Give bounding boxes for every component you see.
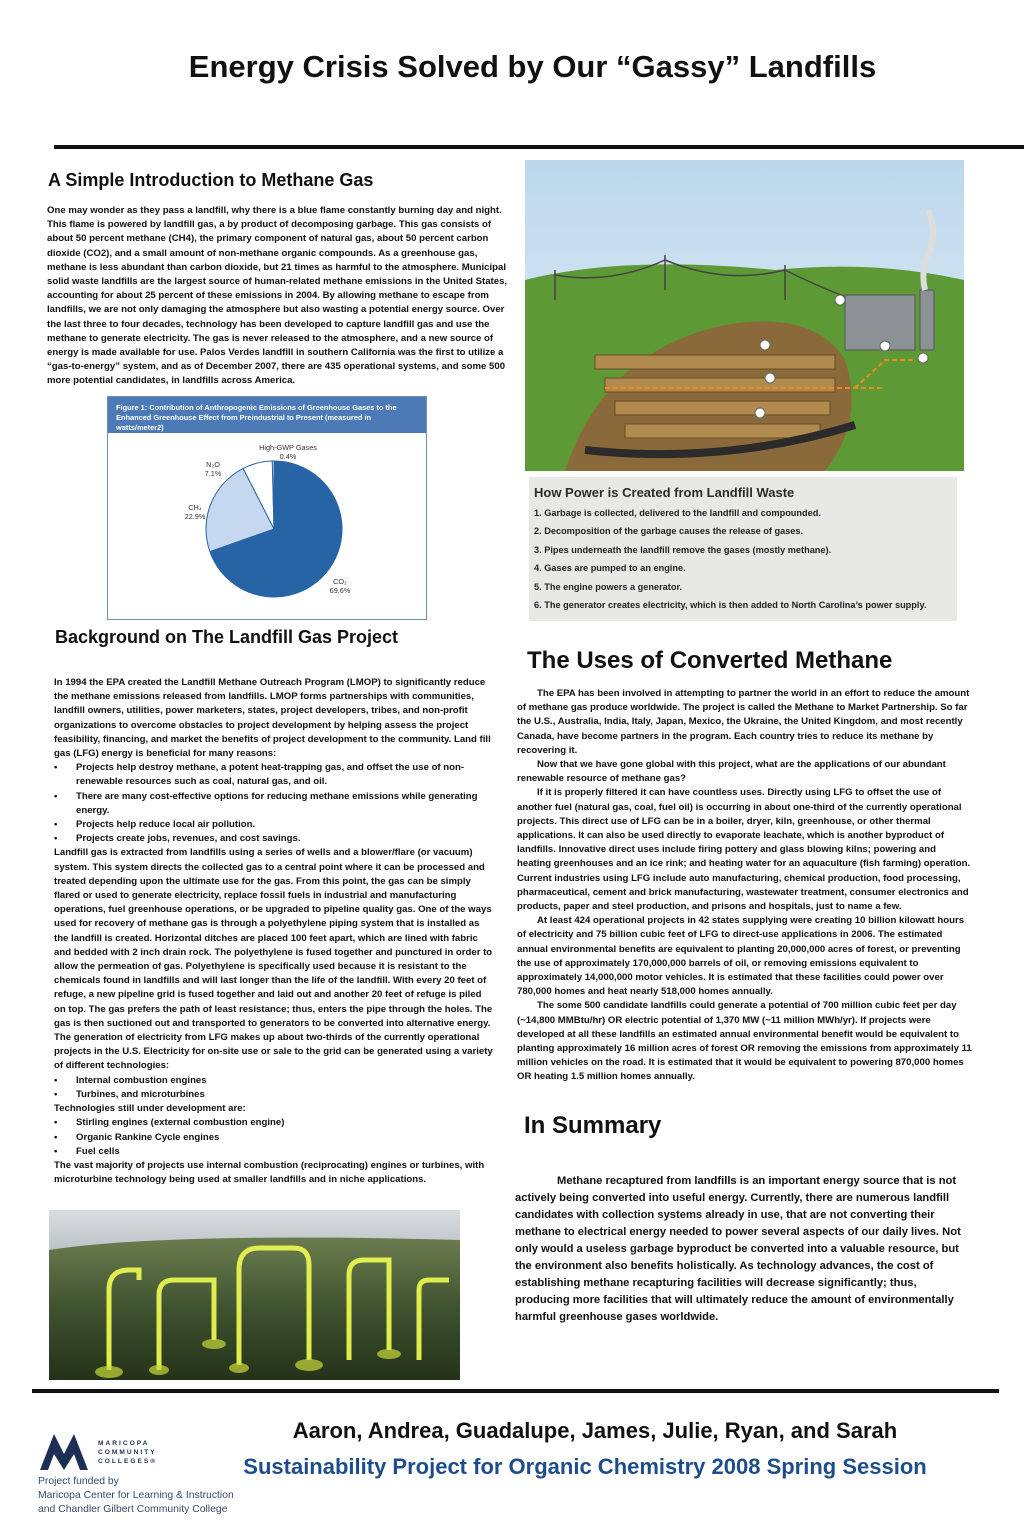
summary-text xyxy=(515,1173,973,1326)
logo-wordmark: MARICOPA COMMUNITY COLLEGES® xyxy=(98,1440,158,1465)
poster-title: Energy Crisis Solved by Our “Gassy” Landfills xyxy=(188,49,877,84)
authors-line: Aaron, Andrea, Guadalupe, James, Julie, Ryan, and Sarah xyxy=(292,1418,898,1443)
reason-item: • Projects create jobs, revenues, and cost savings. xyxy=(54,833,301,845)
step-item: 6. The generator creates electricity, which is then added to North Carolina’s power supply. xyxy=(534,600,927,611)
reason-item: • Projects help destroy methane, a potent heat-trapping gas, and offset the use of non-renewable resources such as coal, natural gas, and oil. xyxy=(54,762,465,788)
background-p3: The generation of electricity from LFG makes up about two-thirds of the currently operational projects in the U.S. Electricity for on-site use or sale to the grid can be generated using a variety of different technologies: xyxy=(54,1032,493,1072)
background-p5: The vast majority of projects use internal combustion (reciprocating) engines or turbines, with microturbine technology being used at smaller landfills and in niche applications. xyxy=(54,1159,485,1186)
uses-p5: The some 500 candidate landfills could generate a potential of 700 million cubic feet per day (~14,800 MMBtu/hr) OR electric potential of 1,370 MW (~11 million MWh/yr). If projects were developed at all these landfills an estimated annual environmental benefit would be equivalent to planting approximately 16 million acres of forest OR removing the emissions from approximately 11 million vehicles on the road. It is estimated that it would be equivalent to powering 870,000 homes OR heating 1.5 million homes annually. xyxy=(517,1000,972,1083)
summary-paragraph: Methane recaptured from landfills is an important energy source that is not actively being converted into useful energy. Currently, there are numerous landfill candidates with collection systems already in use, that are not converting their methane to electrical energy needed to power several aspects of our daily lives. Not only would a useless garbage byproduct be converted into a valuable resource, but the environment also benefits holistically. As technology advances, the cost of establishing methane recapturing facilities will decrease significantly; thus, producing more facilities that will ultimately reduce the amount of environmentally harmful greenhouse gases worldwide. xyxy=(515,1175,961,1323)
reason-item: • There are many cost-effective options for reducing methane emissions while generating energy. xyxy=(54,790,478,816)
step-item: 4. Gases are pumped to an engine. xyxy=(534,563,686,574)
summary-heading: In Summary xyxy=(524,1112,662,1139)
how-power-title: How Power is Created from Landfill Waste xyxy=(534,485,795,500)
step-item: 2. Decomposition of the garbage causes the release of gases. xyxy=(534,526,804,537)
background-heading: Background on The Landfill Gas Project xyxy=(55,627,399,647)
step-item: 5. The engine powers a generator. xyxy=(534,581,683,592)
uses-p2: Now that we have gone global with this project, what are the applications of our abundant renewable resource of methane gas? xyxy=(517,759,946,785)
figure1-caption: Figure 1: Contribution of Anthropogenic Emissions of Greenhouse Gases to the Enhanced Greenhouse Effect from Preindustrial to Present (measured in watts/meter2) xyxy=(108,397,426,433)
intro-paragraph: One may wonder as they pass a landfill, why there is a blue flame constantly burning day and night. This flame is powered by landfill gas, a by product of decomposing garbage. This gas consists of about 50 percent methane (CH4), the primary component of natural gas, about 50 percent carbon dioxide (CO2), and a small amount of non-methane organic compounds. As a greenhouse gas, methane is less abundant than carbon dioxide, but 21 times as harmful to the atmosphere. Municipal solid waste landfills are the largest source of human-related methane emissions in the United States, accounting for about 25 percent of these emissions in 2004. By allowing methane to escape from landfills, we are not only damaging the atmosphere but also wasting a potential energy source. Over the last three to four decades, technology has been developed to capture landfill gas and use the methane to generate electricity. The gas is never released to the atmosphere, and a new source of energy is made available for use. Palos Verdes landfill in southern California was the first to utilize a “gas-to-energy” system, and as of December 2007, there are 435 operational systems, and some 500 more potential candidates, in landfills across America. xyxy=(47,205,508,387)
dev-item: • Stirling engines (external combustion engine) xyxy=(54,1117,285,1129)
background-p1: In 1994 the EPA created the Landfill Methane Outreach Program (LMOP) to significantly reduce the methane emissions released from landfills. LMOP forms partnerships with communities, landfill owners, utilities, power marketers, states, project developers, tribes, and non-profit organizations to overcome obstacles to project development by helping assess the project feasibility, financing, and market the benefits of project development to the community. Land fill gas (LFG) energy is beneficial for many reasons: xyxy=(54,677,491,760)
dev-item: • Organic Rankine Cycle engines xyxy=(54,1131,220,1143)
tech-item: • Internal combustion engines xyxy=(54,1074,207,1086)
how-power-box xyxy=(529,477,957,621)
pie-label-co2: CO₂ 69.6% xyxy=(329,577,351,595)
pie-label-n2o: N₂O 7.1% xyxy=(204,460,222,478)
uses-text xyxy=(517,687,972,1085)
step-item: 3. Pipes underneath the landfill remove the gases (mostly methane). xyxy=(534,544,832,555)
dev-item: • Fuel cells xyxy=(54,1145,120,1157)
uses-p4: At least 424 operational projects in 42 states supplying were creating 10 billion kilowatt hours of electricity and 75 billion cubic feet of LFG to direct-use applications in 2006. The estimated annual environmental benefits are equivalent to planting 20,000,000 acres of forest, or preventing the use of approximately 170,000,000 barrels of oil, or removing emissions equivalent to approximately 14,000,000 motor vehicles. It is estimated that these facilities could power over 780,000 homes and heat nearly 518,000 homes annually. xyxy=(517,915,965,998)
landfill-pipes-photo xyxy=(49,1210,460,1380)
reason-item: • Projects help reduce local air pollution. xyxy=(54,819,256,831)
top-divider xyxy=(54,145,1024,149)
background-p2: Landfill gas is extracted from landfills using a series of wells and a blower/flare (or vacuum) system. This system directs the collected gas to a central point where it can be processed and treated depending upon the ultimate use for the gas. From this point, the gas can be simply flared or used to generate electricity, replace fossil fuels in industrial and manufacturing operations, fuel greenhouse operations, or be upgraded to pipeline quality gas. One of the ways used for recovery of methane gas is through a polyethylene piping system that is installed as the landfill is created. Horizontal ditches are placed 100 feet apart, which are lined with fabric and bedded with 2 inch drain rock. The polyethylene is fused together and punctured in order to allow the permeation of gas. Polyethylene is specifically used because it is resistant to the chemicals found in landfills and will last longer than the life of the landfill. With every 20 feet of refuge, a new pipeline grid is fused together and laid out and another 20 feet of refuge is piled on top. The gas prefers the path of least resistance; thus, enters the pipe through the holes. The gas is then suctioned out and transported to generators to be converted into alternative energy. xyxy=(54,847,493,1029)
background-p4: Technologies still under development are: xyxy=(54,1103,246,1115)
intro-text xyxy=(47,204,513,389)
landfill-illustration xyxy=(525,160,964,471)
funding-credit: Project funded by Maricopa Center for Learning & Instruction and Chandler Gilbert Community College xyxy=(38,1476,234,1515)
how-power-steps xyxy=(534,504,952,614)
uses-heading: The Uses of Converted Methane xyxy=(527,647,893,674)
background-text xyxy=(54,676,494,1187)
tech-item: • Turbines, and microturbines xyxy=(54,1088,205,1100)
uses-p1: The EPA has been involved in attempting to partner the world in an effort to reduce the amount of methane gas produce worldwide. The project is called the Methane to Market Partnership. So far the U.S., Australia, India, Italy, Japan, Mexico, the Ukraine, the United Kingdom, and most recently Canada, have become partners in the program. Each country tries to reduce its methane by recovering it. xyxy=(517,688,970,756)
uses-p3: If it is properly filtered it can have countless uses. Directly using LFG to offset the use of another fuel (natural gas, coal, fuel oil) is occurring in about one-third of the currently operational projects. This direct use of LFG can be in a boiler, dryer, kiln, greenhouse, or other thermal applications. It can also be used directly to evaporate leachate, which is another byproduct of landfills. Innovative direct uses include firing pottery and glass blowing kilns; powering and heating greenhouses and an ice rink; and heating water for an aquaculture (fish farming) operation. Current industries using LFG include auto manufacturing, chemical production, food processing, pharmaceutical, cement and brick manufacturing, wastewater treatment, consumer electronics and products, paper and steel production, and prisons and hospitals, just to name a few. xyxy=(517,787,971,913)
figure1-pie-chart xyxy=(107,396,427,620)
pie-label-hgwp: High-GWP Gases 0.4% xyxy=(259,443,317,461)
bottom-divider xyxy=(32,1389,999,1393)
intro-heading: A Simple Introduction to Methane Gas xyxy=(48,170,374,190)
step-item: 1. Garbage is collected, delivered to the landfill and compounded. xyxy=(534,508,821,518)
pie-label-ch4: CH₄ 22.9% xyxy=(184,503,206,521)
session-line: Sustainability Project for Organic Chemistry 2008 Spring Session xyxy=(243,1454,927,1479)
